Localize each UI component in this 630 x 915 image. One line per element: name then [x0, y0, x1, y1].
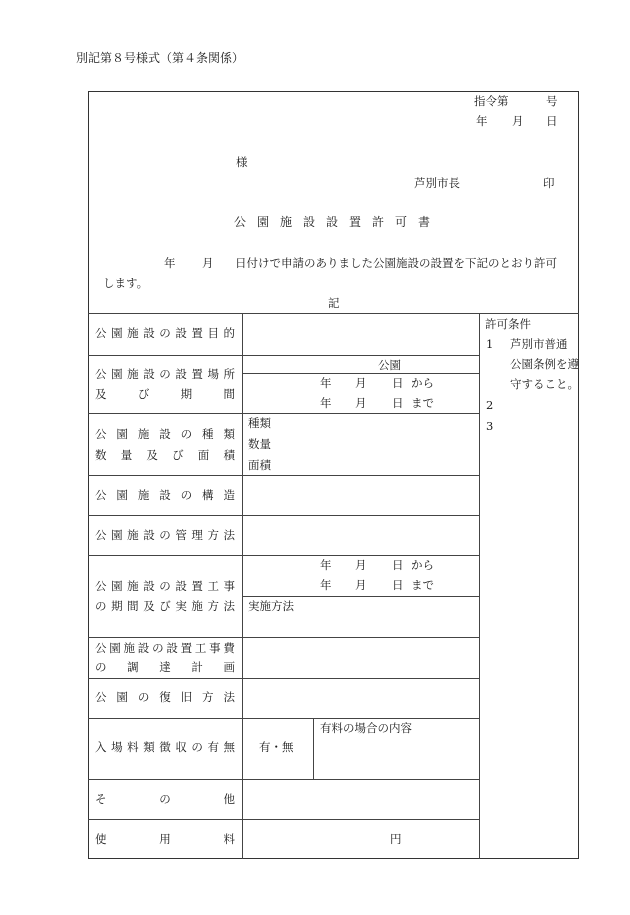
period-to-label: まで	[411, 396, 434, 410]
period-to-day: 日	[392, 396, 404, 410]
condition-1-number: 1	[486, 337, 494, 351]
type-sub-kind: 種類	[248, 416, 271, 430]
body-month: 月	[202, 256, 214, 270]
period-from-day: 日	[392, 376, 404, 390]
body-year: 年	[164, 256, 176, 270]
issuer-name: 芦別市長	[414, 176, 460, 190]
issue-date-month: 月	[512, 114, 524, 128]
work-to-month: 月	[355, 578, 367, 592]
period-from-label: から	[411, 376, 434, 390]
conditions-title: 許可条件	[485, 317, 531, 331]
work-to-day: 日	[392, 578, 404, 592]
issue-date-day: 日	[546, 114, 558, 128]
document-title: 公園施設設置許可書	[234, 215, 442, 229]
order-number-prefix: 指令第	[474, 94, 509, 108]
row-label-type-1: 公 園 施 設 の 種 類	[95, 427, 235, 441]
addressee-suffix: 様	[236, 155, 248, 169]
period-to-month: 月	[355, 396, 367, 410]
row-line	[88, 413, 479, 414]
order-number-suffix: 号	[546, 94, 558, 108]
condition-1-line-1: 芦別市普通	[510, 337, 568, 351]
fee-yes-no: 有・無	[259, 740, 294, 754]
row-label-purpose: 公 園 施 設 の 設 置 目 的	[95, 326, 235, 340]
period-from-year: 年	[320, 376, 332, 390]
sub-row-line	[242, 373, 479, 374]
row-label-location-1: 公 園 施 設 の 設 置 場 所	[95, 367, 235, 381]
condition-1-line-2: 公園条例を遵	[510, 357, 579, 371]
row-label-other: そ の 他	[95, 792, 235, 806]
row-label-type-2: 数 量 及 び 面 積	[95, 448, 235, 462]
work-method-label: 実施方法	[248, 599, 294, 613]
work-from-year: 年	[320, 558, 332, 572]
row-label-work-2: の 期 間 及 び 実 施 方 法	[95, 599, 235, 613]
body-text-line1: 日付けで申請のありました公園施設の設置を下記のとおり許可	[235, 256, 557, 270]
row-label-work-1: 公 園 施 設 の 設 置 工 事	[95, 579, 235, 593]
row-line	[88, 555, 479, 556]
condition-3-number: 3	[486, 419, 494, 433]
row-line	[88, 355, 479, 356]
yen-unit: 円	[390, 832, 402, 846]
row-label-management: 公 園 施 設 の 管 理 方 法	[95, 528, 235, 542]
row-line	[88, 637, 479, 638]
period-from-month: 月	[355, 376, 367, 390]
work-from-day: 日	[392, 558, 404, 572]
sub-row-line	[242, 596, 479, 597]
row-line	[88, 475, 479, 476]
ki-mark: 記	[328, 296, 340, 310]
fee-split-line	[313, 718, 314, 779]
form-reference: 別記第８号様式（第４条関係）	[76, 51, 245, 65]
body-text-line2: します。	[103, 276, 149, 290]
row-label-usage-fee: 使 用 料	[95, 832, 235, 846]
condition-2-number: 2	[486, 398, 494, 412]
type-sub-area: 面積	[248, 458, 271, 472]
row-label-restore: 公 園 の 復 旧 方 法	[95, 690, 235, 704]
period-to-year: 年	[320, 396, 332, 410]
seal-mark: 印	[543, 176, 555, 190]
issue-date-year: 年	[476, 114, 488, 128]
row-label-location-2: 及 び 期 間	[95, 387, 235, 401]
row-line	[88, 779, 479, 780]
work-from-label: から	[411, 558, 434, 572]
row-line	[88, 515, 479, 516]
row-line	[88, 718, 479, 719]
row-label-cost-1: 公 園 施 設 の 設 置 工 事 費	[95, 641, 235, 655]
park-suffix: 公園	[378, 358, 401, 372]
label-column-line	[242, 313, 243, 859]
conditions-column-line	[479, 313, 480, 859]
work-from-month: 月	[355, 558, 367, 572]
row-label-cost-2: の 調 達 計 画	[95, 660, 235, 674]
type-sub-quantity: 数量	[248, 437, 271, 451]
work-to-year: 年	[320, 578, 332, 592]
work-to-label: まで	[411, 578, 434, 592]
table-top-line	[88, 313, 579, 314]
condition-1-line-3: 守すること。	[510, 377, 579, 391]
row-label-fee-collect: 入 場 料 類 徴 収 の 有 無	[95, 740, 235, 754]
row-label-structure: 公 園 施 設 の 構 造	[95, 488, 235, 502]
fee-detail-label: 有料の場合の内容	[320, 721, 412, 735]
row-line	[88, 819, 479, 820]
row-line	[88, 678, 479, 679]
